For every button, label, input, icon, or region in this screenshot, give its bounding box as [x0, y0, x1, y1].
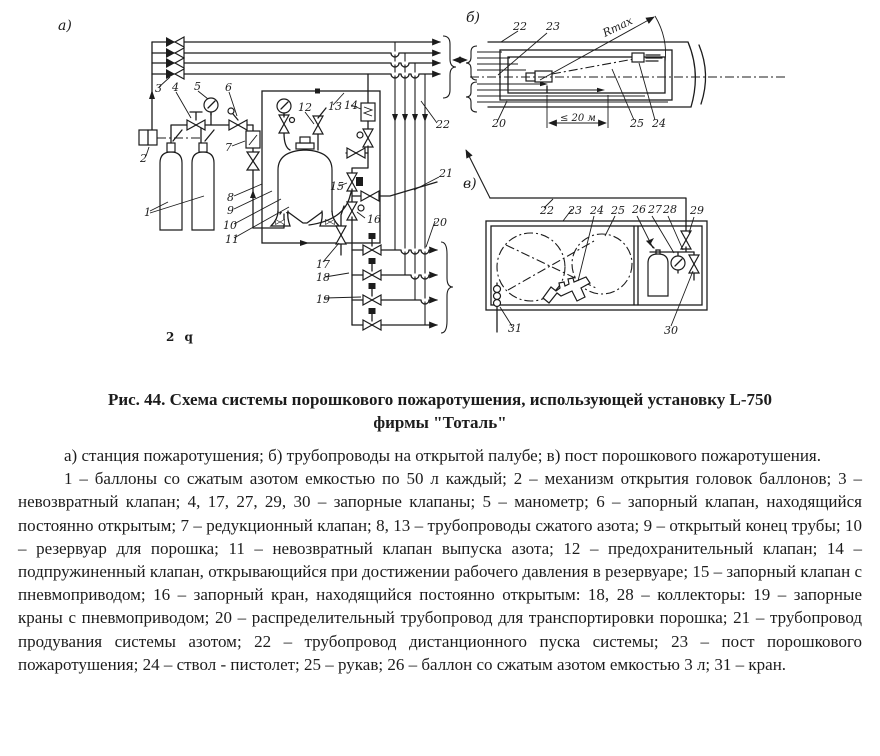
diagram-label: 22	[540, 204, 554, 217]
spring-valve-14	[361, 103, 375, 121]
diagram-label: 23	[546, 20, 560, 33]
diagram-label: 23	[568, 204, 582, 217]
safety-valve-12	[313, 116, 323, 134]
diagram-label: 25	[630, 117, 644, 130]
hose-and-nozzle	[552, 53, 662, 74]
figure-diagram	[0, 0, 880, 372]
diagram-label: 21	[439, 167, 453, 180]
diagram-label: 17	[316, 258, 330, 271]
diagram-label: 31	[508, 322, 522, 335]
hose-outlet-31	[494, 283, 501, 332]
diagram-label: 30	[664, 324, 678, 337]
nitrogen-cylinders	[160, 130, 214, 230]
check-valve-3	[247, 152, 259, 170]
figure-title-line1: Рис. 44. Схема системы порошкового пожаротушения, использующей установку L-750	[107, 390, 773, 409]
gauge-27	[671, 256, 685, 273]
panel-a-station	[139, 36, 467, 333]
pneumatic-valve-15	[347, 173, 357, 191]
pistol-nozzle-24	[543, 277, 590, 303]
diagram-label: 14	[344, 99, 358, 112]
valve-30	[689, 255, 699, 273]
diagram-label: 26	[632, 203, 646, 216]
diagram-label: 2	[140, 152, 147, 165]
diagram-label: 6	[225, 81, 232, 94]
figure-legend: 1 – баллоны со сжатым азотом емкостью по 50 л каждый; 2 – механизм открытия головок баллонов; 3 – невозвратный клапан; 4, 17, 27, 29, 30 – запорные клапаны; 5 – манометр; 6 – запорный клапан, находящийся постоянно открытым; 7 – редукционный клапан; 8, 13 – трубопроводы сжатого азота; 9 – открытый конец трубы; 10 – резервуар для порошка; 11 – невозвратный клапан выпуска азота; 12 – предохранительный клапан; 14 – подпружиненный клапан, открывающийся при достижении рабочего давления в резервуаре; 15 – запорный клапан с пневмоприводом; 16 – запорный кран, находящийся постоянно открытым: 18, 28 – коллекторы: 19 – запорные краны с пневмоприводом; 20 – распределительный трубопровод для транспортировки порошка; 21 – трубопровод продувания системы азотом; 22 – трубопровод дистанционного пуска системы; 23 – пост порошкового пожаротушения; 24 – ствол - пистолет; 25 – рукав; 26 – баллон со сжатым азотом емкостью 3 л; 31 – кран.	[18, 469, 862, 674]
small-cylinder-26	[648, 254, 668, 296]
diagram-label: 16	[367, 213, 381, 226]
diagram-label: 28	[663, 203, 677, 216]
riser-and-mechanism	[139, 42, 200, 145]
diagram-label: б)	[466, 10, 481, 26]
gauge-5	[204, 98, 218, 115]
schematic-svg	[0, 0, 880, 372]
nitrogen-kit	[647, 231, 699, 296]
figure-caption	[0, 388, 880, 676]
diagram-label: 4	[172, 81, 179, 94]
diagram-label: 24	[590, 204, 604, 217]
diagram-label: в)	[463, 176, 477, 192]
remote-start-lines	[392, 42, 428, 325]
diagram-label: а)	[58, 18, 72, 34]
powder-vessel-10	[271, 99, 339, 226]
diagram-label: 24	[652, 117, 666, 130]
diagram-label: 15	[330, 180, 344, 193]
diagram-label: 13	[328, 100, 342, 113]
diagram-label: 5	[194, 80, 201, 93]
diagram-label: 10	[223, 219, 237, 232]
diagram-label: 11	[225, 233, 239, 246]
vessel-gauge	[277, 99, 291, 116]
figure-subcaption: а) станция пожаротушения; б) трубопроводы на открытой палубе; в) пост порошкового пожаротушения.	[64, 446, 822, 465]
valve-29	[681, 231, 691, 249]
diagram-label: 20	[492, 117, 506, 130]
diagram-label: 8	[227, 191, 234, 204]
diagram-label: 2 q	[166, 330, 196, 344]
diagram-label: 19	[316, 293, 330, 306]
diagram-label: 20	[433, 216, 447, 229]
panel-v-fire-post	[466, 150, 707, 332]
diagram-label: 27	[648, 203, 662, 216]
figure-title	[58, 388, 822, 434]
diagram-label: 29	[690, 204, 704, 217]
diagram-label: 22	[436, 118, 450, 131]
diagram-label: 1	[144, 206, 151, 219]
diagram-label: ≤ 20 м	[560, 113, 596, 124]
diagram-label: 12	[298, 101, 312, 114]
deck-outline	[488, 42, 706, 107]
diagram-label: 7	[225, 141, 232, 154]
diagram-label: 18	[316, 271, 330, 284]
leader-lines	[146, 31, 694, 326]
nozzle-24	[632, 53, 644, 62]
diagram-label: Rmax	[600, 14, 635, 40]
valve-17	[336, 226, 346, 244]
diagram-label: 3	[155, 82, 162, 95]
diagram-label: 9	[227, 204, 234, 217]
diagram-label: 25	[611, 204, 625, 217]
figure-title-line2: фирмы "Тоталь"	[373, 413, 507, 432]
diagram-label: 22	[513, 20, 527, 33]
